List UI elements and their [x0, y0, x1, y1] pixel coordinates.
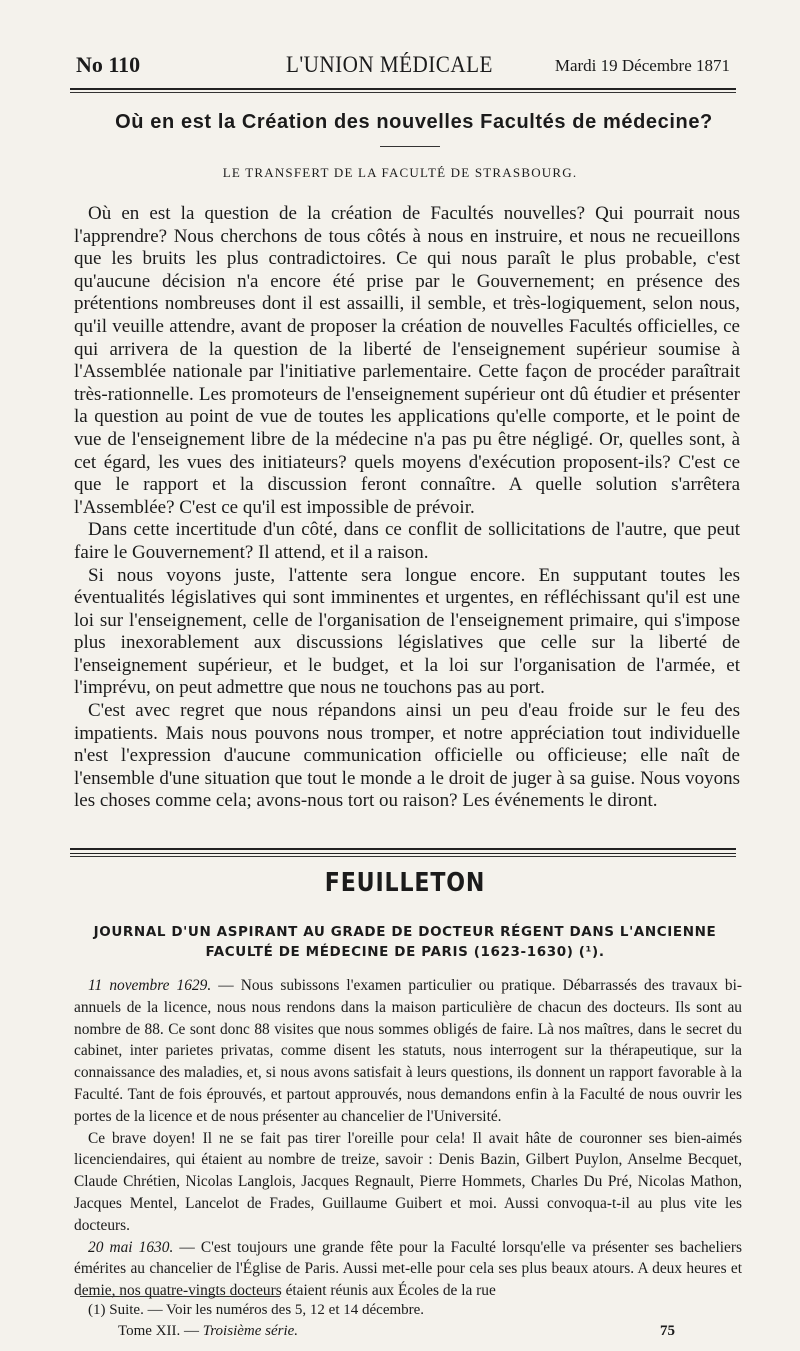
- feuilleton-separator: [70, 848, 736, 854]
- entry-text: — C'est toujours une grande fête pour la Faculté lorsqu'elle va présenter ses bacheliers émérites au chancelier de l'Église de Paris. Aussi met-elle pour cela ses plus beaux atours. A deux heures et demie, nos quatre-vingts docteurs étaient réunis aux Écoles de la rue: [74, 1238, 742, 1300]
- feuilleton-heading: FEUILLETON: [324, 868, 486, 898]
- page-footer: [118, 1323, 298, 1340]
- serie-label: Troisième série.: [202, 1323, 299, 1339]
- entry-date: 11 novembre 1629.: [88, 977, 212, 994]
- article-body: [74, 203, 740, 813]
- entry-date: 20 mai 1630.: [88, 1238, 174, 1256]
- footnote-rule: [80, 1296, 280, 1297]
- header-rule-thin: [70, 92, 736, 93]
- issue-number: No 110: [76, 52, 141, 77]
- journal-title: L'UNION MÉDICALE: [286, 52, 493, 77]
- page-number: 75: [660, 1323, 675, 1339]
- article-paragraph: C'est avec regret que nous répandons ainsi un peu d'eau froide sur le feu des impatients. Mais nous pouvons nous tromper, et notre appréciation tout individuelle n'est l'expression d'aucune communication officielle ou officieuse; elle naît de l'ensemble d'une situation que tout le monde a le droit de juger à sa guise. Nous voyons les choses comme cela; avons-nous tort ou raison? Les événements le diront.: [74, 700, 740, 812]
- feuilleton-body: [74, 975, 742, 1302]
- feuilleton-paragraph: [74, 1237, 742, 1302]
- page-header: [76, 52, 730, 82]
- header-rule: [70, 88, 736, 90]
- article-paragraph: Dans cette incertitude d'un côté, dans ce conflit de sollicitations de l'autre, que peut faire le Gouvernement? Il attend, et il a raison.: [74, 519, 740, 563]
- title-separator: [380, 146, 440, 147]
- feuilleton-paragraph: Ce brave doyen! Il ne se fait pas tirer l'oreille pour cela! Il avait hâte de couronner ses bien-aimés licenciendaires, qui étaient au nombre de treize, savoir : Denis Bazin, Gilbert Puylon, Anselme Becquet, Claude Chrétien, Nicolas Langlois, Jacques Regnault, Pierre Hommets, Charles Du Pré, Nicolas Mathon, Jacques Mentel, Lancelot de Frades, Guillaume Guibert et moi. Aussi convoqua-t-il au plus vite les docteurs.: [74, 1129, 742, 1234]
- feuilleton-separator-thin: [70, 856, 736, 857]
- article-paragraph: Si nous voyons juste, l'attente sera longue encore. En supputant toutes les éventualités législatives qui sont imminentes et urgentes, en réfléchissant qu'il est une loi sur l'enseignement, celle de l'organisation de l'enseignement primaire, qui s'impose plus inexorablement aux discussions législatives que celle sur la liberté de l'enseignement supérieur, et le budget, et la loi sur l'organisation de l'armée, et l'imprévu, on peut admettre que nous ne touchons pas au port.: [74, 564, 740, 699]
- tome-label: Tome XII. —: [118, 1323, 203, 1339]
- article-subtitle: LE TRANSFERT DE LA FACULTÉ DE STRASBOURG.: [222, 165, 578, 180]
- feuilleton-title: JOURNAL D'UN ASPIRANT AU GRADE DE DOCTEUR RÉGENT DANS L'ANCIENNE FACULTÉ DE MÉDECINE DE PARIS (1623-1630) (¹).: [93, 924, 717, 960]
- entry-text: — Nous subissons l'examen particulier ou pratique. Débarrassés des travaux bi-annuels de la licence, nous nous rendons dans la maison particulière de chacun des docteurs. Ils sont au nombre de 88. Ce sont donc 88 visites que nous sommes obligés de faire. Là nos maîtres, dans le secret du cabinet, inter parietes privatas, comme disent les statuts, nous interrogent sur la thérapeutique, sur la connaissance des maladies, et, si nous avons satisfait à leurs questions, ils donnent un rapport favorable à la Faculté. Tant de fois éprouvés, et partout approuvés, nous demandons enfin à la Faculté de nous ouvrir les portes de la licence et de nous présenter au chancelier de l'Université.: [74, 977, 742, 1125]
- article-title: Où en est la Création des nouvelles Facultés de médecine?: [115, 111, 713, 133]
- footnote: (1) Suite. — Voir les numéros des 5, 12 et 14 décembre.: [88, 1302, 425, 1318]
- issue-date: Mardi 19 Décembre 1871: [554, 56, 730, 75]
- article-paragraph: Où en est la question de la création de Facultés nouvelles? Qui pourrait nous l'apprendre? Nous cherchons de tous côtés à nous en instruire, et nous ne recueillons que les bruits les plus contradictoires. Ce qui nous paraît le plus probable, c'est qu'aucune décision n'a encore été prise par le Gouvernement; en présence des prétentions nombreuses dont il est assailli, il semble, et très-logiquement, selon nous, qu'il veuille attendre, avant de proposer la création de nouvelles Facultés officielles, ce qui arrivera de la question de la liberté de l'enseignement supérieur soumise à l'Assemblée nationale par l'initiative parlementaire. Cette façon de procéder paraîtrait très-rationnelle. Les promoteurs de l'enseignement supérieur ont dû étudier et présenter la question au point de vue de toutes les applications qu'elle comporte, et le point de vue de l'enseignement libre de la médecine n'a pas pu être négligé. Or, quelles sont, à cet égard, les vues des initiateurs? quels moyens d'exécution proposent-ils? C'est ce que le rapport et la discussion feront connaître. A quelle solution s'arrêtera l'Assemblée? C'est ce qu'il est impossible de prévoir.: [74, 203, 740, 518]
- feuilleton-paragraph: [74, 975, 742, 1128]
